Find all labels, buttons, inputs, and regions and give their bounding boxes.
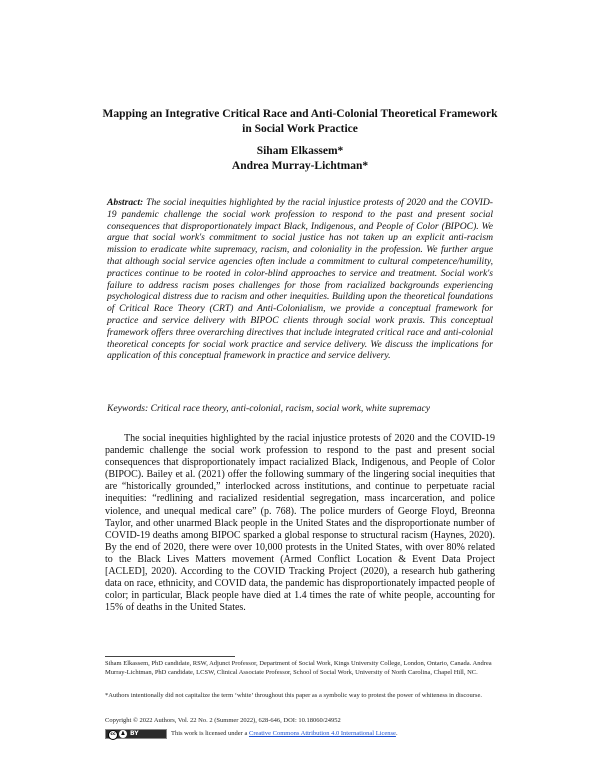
author-name: Andrea Murray-Lichtman* xyxy=(231,160,369,172)
license-link[interactable]: Creative Commons Attribution 4.0 International License xyxy=(248,730,396,737)
license-text xyxy=(171,730,398,739)
abstract-text: The social inequities highlighted by the racial injustice protests of 2020 and the COVID-19 pandemic challenge the social work profession to respond to the past and present social consequences that disproportionately impact Black, Indigenous, and People of Color (BIPOC). We argue that social work's commitment to social justice has not taken up an explicit anti-racism mission to eradicate white supremacy, racism, and coloniality in the profession. We further argue that although social service agencies often include a commitment to cultural competence/humility, practices continue to be rooted in color-blind approaches to service and treatment. Social work's failure to address racism poses challenges for those from racialized backgrounds experiencing psychological distress due to racism and other inequities. Building upon the theoretical foundations of Critical Race Theory (CRT) and Anti-Colonialism, we provide a conceptual framework for practice and service delivery with BIPOC clients through social work praxis. This conceptual framework offers three overarching directives that include integrated critical race and anti-colonial theoretical concepts for social work practice and service delivery. We discuss the implications for application of this conceptual framework in practice and service delivery. xyxy=(107,197,493,362)
abstract xyxy=(107,197,493,362)
body-paragraph: The social inequities highlighted by the racial injustice protests of 2020 and the COVID-19 pandemic challenge the social work profession to respond to the past and present social consequences that disproportionately impact racialized Black, Indigenous, and People of Color (BIPOC). Bailey et al. (2021) offer the following summary of the lingering social inequities that are “historically grounded,” interlocked across institutions, and continue to perpetuate racial inequities: “redlining and racialized residential segregation, mass incarceration, and police violence, and unequal medical care” (p. 768). The police murders of George Floyd, Breonna Taylor, and other unarmed Black people in the United States and the disproportionate number of COVID-19 deaths among BIPOC sparked a global response to structural racism (Haynes, 2020). By the end of 2020, there were over 10,000 protests in the United States, with over 80% related to the Black Lives Matters movement (Armed Conflict Location & Event Data Project [ACLED], 2020). According to the COVID Tracking Project (2020), a research hub gathering data on race, ethnicity, and COVID data, the pandemic has disproportionately impacted people of color; in particular, Black people have died at 1.4 times the rate of white people, accounting for 15% of deaths in the United States. xyxy=(105,433,495,614)
capitalization-footnote: *Authors intentionally did not capitalize the term ‘white’ throughout this paper as a symbolic way to protest the power of whiteness in discourse. xyxy=(105,692,482,699)
paper-title: Mapping an Integrative Critical Race and Anti-Colonial Theoretical Framework in Social Work Practice xyxy=(102,108,498,135)
author-name: Siham Elkassem* xyxy=(256,145,344,157)
abstract-label: Abstract: xyxy=(107,197,144,208)
footnote-divider xyxy=(105,656,235,657)
copyright-line: Copyright © 2022 Authors, Vol. 22 No. 2 (Summer 2022), 628-646, DOI: 10.18060/24952 xyxy=(105,717,341,724)
cc-license-badge[interactable] xyxy=(105,729,167,739)
license-prefix: This work is licensed under a xyxy=(171,730,249,737)
cc-icon: cc xyxy=(108,730,118,740)
license-row xyxy=(105,729,505,741)
person-icon: ♟ xyxy=(120,731,126,737)
author-affiliations-footnote: Siham Elkassem, PhD candidate, RSW, Adjunct Professor, Department of Social Work, Kings University College, London, Ontario, Canada. Andrea Murray-Lichtman, PhD candidate, LCSW, Clinical Associate Professor, School of Social Work, University of North Carolina, Chapel Hill, NC. xyxy=(105,660,492,676)
author-list xyxy=(100,144,500,174)
keywords: Keywords: Critical race theory, anti-colonial, racism, social work, white supremacy xyxy=(107,403,431,414)
license-suffix: . xyxy=(395,730,398,737)
cc-by-label: BY xyxy=(130,730,139,737)
